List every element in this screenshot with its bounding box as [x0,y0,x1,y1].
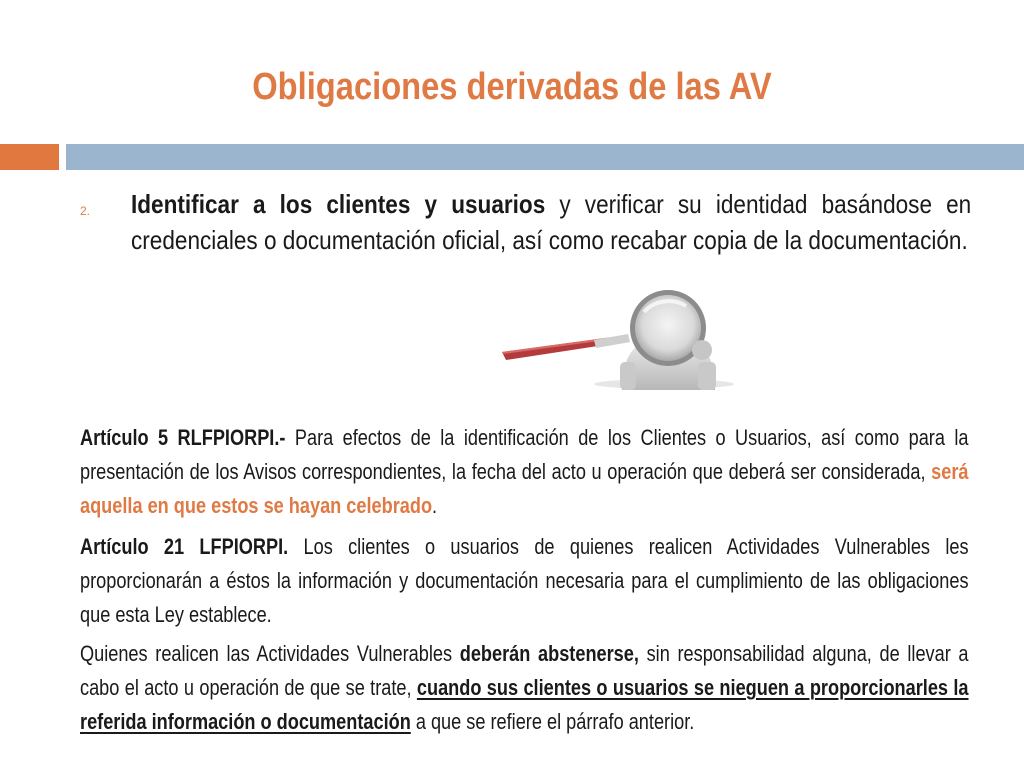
magnifying-glass-figure-icon [472,290,860,390]
quienes-text-a: Quienes realicen las Actividades Vulnerables [80,641,460,666]
article-21-text: Los clientes o usuarios de quienes realicen Actividades Vulnerables les proporcionarán a éstos la información y documentación necesaria para el cumplimiento de las obligaciones que esta Ley establece. [80,534,969,627]
article-5-paragraph [80,421,969,523]
article-5-end: . [432,493,438,518]
quienes-underlined: cuando sus clientes o usuarios se nieguen a proporcionarles la referida información o documentación [80,675,969,734]
quienes-paragraph [80,637,969,739]
article-5-label: Artículo 5 RLFPIORPI.- [80,425,286,450]
header-bar-blue [66,144,1024,170]
header-bar-orange [0,144,59,170]
article-5-text: Para efectos de la identificación de los Clientes o Usuarios, así como para la presentación de los Avisos correspondientes, la fecha del acto u operación que deberá ser considerada, [80,425,969,484]
quienes-text-b: sin responsabilidad alguna, de llevar a cabo el acto u operación de que se trate, [80,641,969,700]
quienes-bold: deberán abstenerse, [459,641,639,666]
bullet-text [131,186,971,258]
bullet-rest-text: y verificar su identidad basándose en credenciales o documentación oficial, así como recabar copia de la documentación. [131,189,972,255]
bullet-number: 2. [80,204,91,218]
article-5-highlight: será aquella en que estos se hayan celebrado [80,459,969,518]
slide-title: Obligaciones derivadas de las AV [252,66,772,108]
bullet-bold-text: Identificar a los clientes y usuarios [131,189,546,219]
quienes-text-c: a que se refiere el párrafo anterior. [410,709,695,734]
article-21-paragraph [80,530,969,632]
article-21-label: Artículo 21 LFPIORPI. [80,534,289,559]
